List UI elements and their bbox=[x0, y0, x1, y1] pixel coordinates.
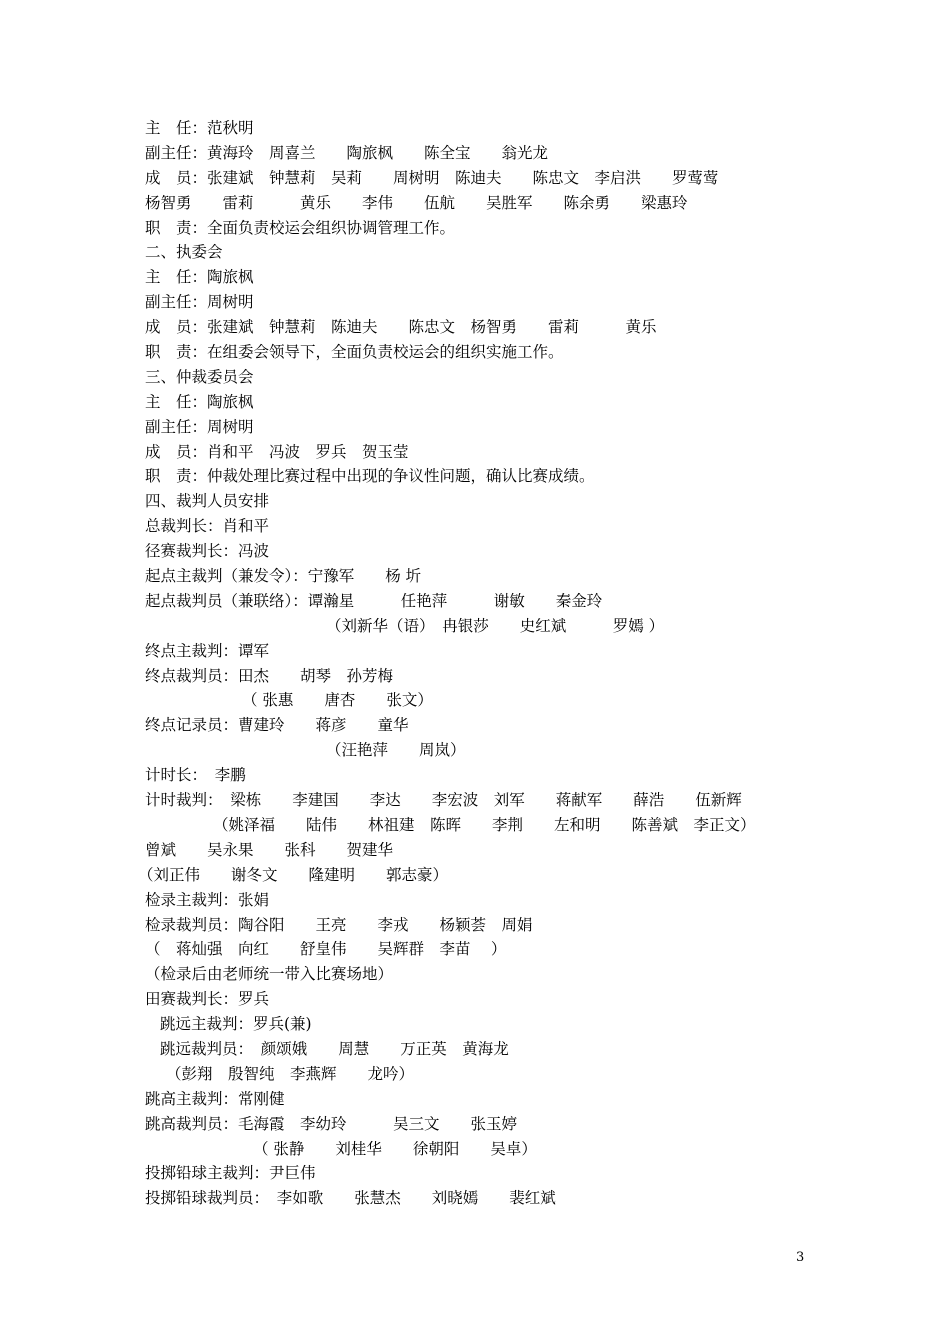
executive-duties: 职 责：在组委会领导下，全面负责校运会的组织实施工作。 bbox=[145, 343, 564, 362]
finish-recorders-alternates: （汪艳萍 周岚） bbox=[326, 741, 466, 760]
chief-referee: 总裁判长：肖和平 bbox=[145, 517, 270, 536]
executive-members: 成 员：张建斌 钟慧莉 陈迪夫 陈忠文 杨智勇 雷莉 黄乐 bbox=[145, 318, 657, 337]
shot-put-referees: 投掷铅球裁判员： 李如歌 张慧杰 刘晓嫣 裴红斌 bbox=[145, 1189, 556, 1208]
finish-chief-referee: 终点主裁判：谭军 bbox=[145, 641, 270, 660]
finish-referees-alternates: （ 张惠 唐杏 张文） bbox=[242, 691, 433, 710]
track-chief-referee: 径赛裁判长：冯波 bbox=[145, 542, 270, 561]
long-jump-referees-alternates: （彭翔 殷智纯 李燕辉 龙吟） bbox=[166, 1064, 415, 1083]
timing-referees-group2: 曾斌 吴永果 张科 贺建华 bbox=[145, 840, 394, 859]
finish-recorders: 终点记录员：曹建玲 蒋彦 童华 bbox=[145, 716, 409, 735]
high-jump-chief-referee: 跳高主裁判：常刚健 bbox=[145, 1089, 285, 1108]
arbitration-director: 主 任：陶旅枫 bbox=[145, 392, 254, 411]
checkin-chief-referee: 检录主裁判：张娟 bbox=[145, 890, 270, 909]
document-body bbox=[0, 116, 950, 1211]
timing-referees-alternates: （姚泽福 陆伟 林祖建 陈晖 李荆 左和明 陈善斌 李正文） bbox=[213, 815, 756, 834]
shot-put-chief-referee: 投掷铅球主裁判：尹巨伟 bbox=[145, 1164, 316, 1183]
page-number: 3 bbox=[796, 1250, 805, 1265]
committee-members: 成 员：张建斌 钟慧莉 吴莉 周树明 陈迪夫 陈忠文 李启洪 罗莺莺 bbox=[145, 168, 719, 187]
section-heading-executive: 二、执委会 bbox=[145, 243, 223, 262]
finish-referees: 终点裁判员：田杰 胡琴 孙芳梅 bbox=[145, 666, 394, 685]
high-jump-referees: 跳高裁判员：毛海霞 李幼玲 吴三文 张玉婷 bbox=[145, 1114, 518, 1133]
checkin-referees: 检录裁判员：陶谷阳 王亮 李戎 杨颖荟 周娟 bbox=[145, 915, 533, 934]
committee-vice-directors: 副主任：黄海玲 周喜兰 陶旅枫 陈全宝 翁光龙 bbox=[145, 143, 549, 162]
section-heading-referees: 四、裁判人员安排 bbox=[145, 492, 270, 511]
executive-director: 主 任：陶旅枫 bbox=[145, 268, 254, 287]
timing-referees: 计时裁判： 梁栋 李建国 李达 李宏波 刘军 蒋献军 薛浩 伍新辉 bbox=[145, 791, 742, 810]
timing-chief: 计时长： 李鹏 bbox=[145, 766, 246, 785]
start-referees-alternates: （刘新华（语） 冉银莎 史红斌 罗嫣 ） bbox=[326, 616, 665, 635]
committee-duties: 职 责：全面负责校运会组织协调管理工作。 bbox=[145, 218, 456, 237]
long-jump-chief-referee: 跳远主裁判：罗兵(兼) bbox=[160, 1015, 312, 1034]
section-heading-arbitration: 三、仲裁委员会 bbox=[145, 367, 254, 386]
arbitration-members: 成 员：肖和平 冯波 罗兵 贺玉莹 bbox=[145, 442, 409, 461]
start-chief-referee: 起点主裁判（兼发令）：宁豫军 杨 圻 bbox=[145, 567, 422, 586]
high-jump-referees-alternates: （ 张静 刘桂华 徐朝阳 吴卓） bbox=[253, 1139, 537, 1158]
committee-members-continued: 杨智勇 雷莉 黄乐 李伟 伍航 吴胜军 陈余勇 梁惠玲 bbox=[145, 193, 688, 212]
timing-referees-group2-alternates: （刘正伟 谢冬文 隆建明 郭志豪） bbox=[138, 865, 449, 884]
executive-vice-director: 副主任：周树明 bbox=[145, 293, 254, 312]
long-jump-referees: 跳远裁判员： 颜颂娥 周慧 万正英 黄海龙 bbox=[160, 1039, 509, 1058]
arbitration-vice-director: 副主任：周树明 bbox=[145, 417, 254, 436]
field-chief-referee: 田赛裁判长：罗兵 bbox=[145, 990, 270, 1009]
arbitration-duties: 职 责：仲裁处理比赛过程中出现的争议性问题，确认比赛成绩。 bbox=[145, 467, 595, 486]
checkin-referees-alternates: （ 蒋灿强 向红 舒皇伟 吴辉群 李苗 ） bbox=[145, 940, 507, 959]
committee-director: 主 任：范秋明 bbox=[145, 119, 254, 137]
checkin-note: （检录后由老师统一带入比赛场地） bbox=[145, 965, 394, 984]
start-referees: 起点裁判员（兼联络）：谭瀚星 任艳萍 谢敏 秦金玲 bbox=[145, 591, 603, 610]
